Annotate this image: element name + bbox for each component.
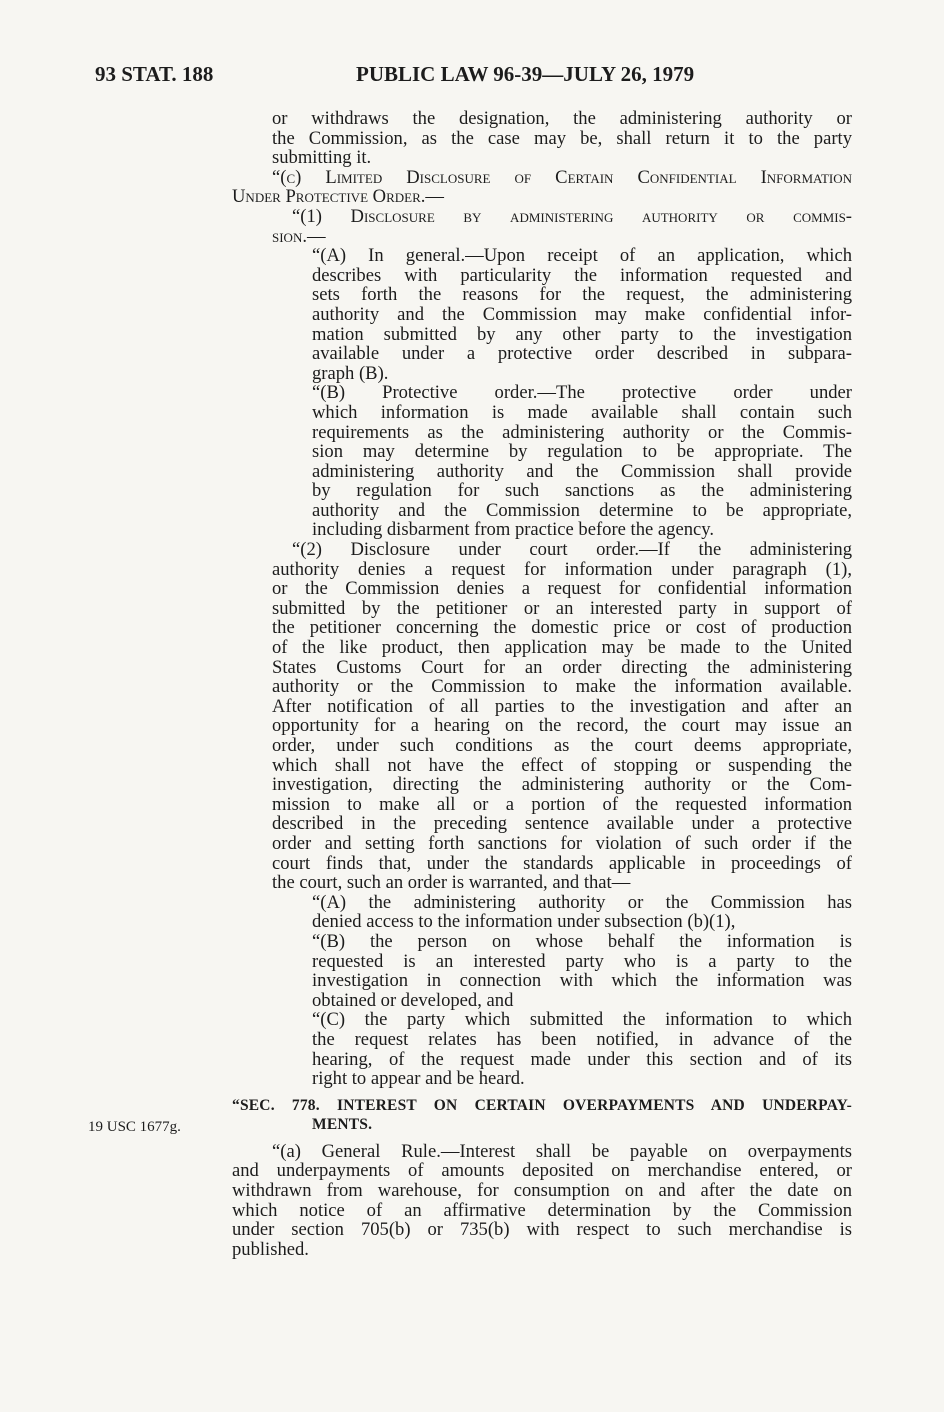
- text-line: withdrawn from warehouse, for consumption on and after the date on: [232, 1180, 852, 1202]
- text-line: which notice of an affirmative determination by the Commission: [232, 1199, 852, 1221]
- text-line: requirements as the administering authority or the Commis-: [312, 421, 852, 443]
- text-line: the request relates has been notified, in advance of the: [312, 1028, 852, 1050]
- paragraph-heading: “(1) Disclosure by administering authority or commis-: [292, 205, 852, 227]
- text-line: “(a) General Rule.—Interest shall be payable on overpayments: [272, 1140, 852, 1162]
- text-line: by regulation for such sanctions as the administering: [312, 480, 852, 502]
- text-line: under section 705(b) or 735(b) with respect to such merchandise is: [232, 1219, 852, 1241]
- section-heading: “SEC. 778. INTEREST ON CERTAIN OVERPAYMENTS AND UNDERPAY-: [232, 1096, 852, 1114]
- text-line: “(2) Disclosure under court order.—If the administering: [292, 539, 852, 561]
- text-line: denied access to the information under subsection (b)(1),: [312, 911, 736, 933]
- text-line: order and setting forth sanctions for violation of such order if the: [272, 832, 852, 854]
- text-line: or the Commission denies a request for confidential information: [272, 578, 852, 600]
- text-line: published.: [232, 1238, 309, 1260]
- text-line: and underpayments of amounts deposited on merchandise entered, or: [232, 1160, 852, 1182]
- subsection-heading: Under Protective Order.—: [232, 186, 445, 208]
- text-line: authority and the Commission determine to be appropriate,: [312, 499, 852, 521]
- text-line: court finds that, under the standards applicable in proceedings of: [272, 852, 852, 874]
- text-line: “(C) the party which submitted the information to which: [312, 1009, 852, 1031]
- subsection-heading: “(c) Limited Disclosure of Certain Confidential Information: [272, 166, 852, 188]
- text-line: investigation, directing the administering authority or the Com-: [272, 774, 852, 796]
- text-line: sion may determine by regulation to be appropriate. The: [312, 441, 852, 463]
- text-line: investigation in connection with which the information was: [312, 970, 852, 992]
- section-heading: MENTS.: [312, 1116, 373, 1134]
- text-line: “(A) In general.—Upon receipt of an application, which: [312, 245, 852, 267]
- section-spacer: [232, 1089, 852, 1096]
- text-line: order, under such conditions as the court deems appropriate,: [272, 735, 852, 756]
- text-line: sets forth the reasons for the request, the administering: [312, 284, 852, 306]
- text-line: authority or the Commission to make the information available.: [272, 676, 852, 698]
- text-line: “(B) the person on whose behalf the information is: [312, 930, 852, 952]
- text-line: “(A) the administering authority or the Commission has: [312, 891, 852, 913]
- text-line: mission to make all or a portion of the requested information: [272, 793, 852, 815]
- text-line: authority denies a request for information under paragraph (1),: [272, 558, 852, 580]
- text-line: administering authority and the Commission shall provide: [312, 460, 852, 482]
- margin-citation: 19 USC 1677g.: [88, 1119, 181, 1135]
- text-line: describes with particularity the information requested and: [312, 264, 852, 286]
- text-line: requested is an interested party who is a party to the: [312, 950, 852, 972]
- text-line: which information is made available shall contain such: [312, 401, 852, 423]
- text-line: the petitioner concerning the domestic price or cost of production: [272, 617, 852, 639]
- text-line: obtained or developed, and: [312, 989, 514, 1011]
- text-line: graph (B).: [312, 362, 389, 384]
- statute-text: [232, 109, 852, 1259]
- stat-page-number: 93 STAT. 188: [95, 62, 214, 86]
- text-line: right to appear and be heard.: [312, 1068, 525, 1090]
- text-line: described in the preceding sentence available under a protective: [272, 813, 852, 835]
- text-line: of the like product, then application may be made to the United: [272, 637, 852, 659]
- text-line: which shall not have the effect of stopping or suspending the: [272, 754, 852, 776]
- text-line: States Customs Court for an order directing the administering: [272, 656, 852, 678]
- text-line: hearing, of the request made under this section and of its: [312, 1048, 852, 1070]
- text-line: the Commission, as the case may be, shall return it to the party: [272, 127, 852, 149]
- text-line: opportunity for a hearing on the record, the court may issue an: [272, 715, 852, 737]
- text-line: mation submitted by any other party to the investigation: [312, 323, 852, 345]
- text-line: the court, such an order is warranted, and that—: [272, 872, 631, 894]
- text-line: submitted by the petitioner or an interested party in support of: [272, 597, 852, 619]
- text-line: or withdraws the designation, the administering authority or: [272, 108, 852, 129]
- text-line: After notification of all parties to the investigation and after an: [272, 695, 852, 717]
- text-line: authority and the Commission may make confidential infor-: [312, 303, 852, 325]
- text-line: “(B) Protective order.—The protective order under: [312, 382, 852, 404]
- text-line: including disbarment from practice before the agency.: [312, 519, 715, 541]
- text-line: available under a protective order described in subpara-: [312, 343, 852, 365]
- running-head-title: PUBLIC LAW 96-39—JULY 26, 1979: [356, 62, 695, 86]
- paragraph-heading: sion.—: [272, 225, 326, 247]
- text-line: submitting it.: [272, 147, 372, 169]
